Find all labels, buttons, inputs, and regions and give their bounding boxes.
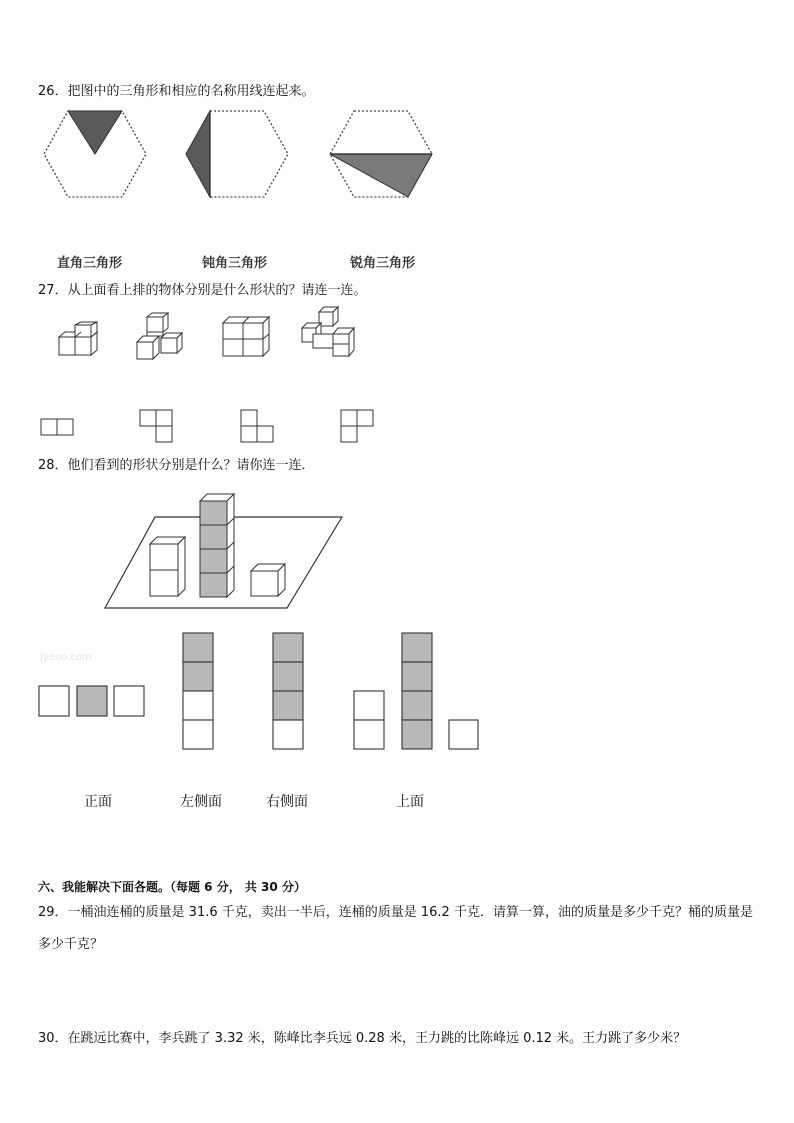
- question-27-text: 27．从上面看上排的物体分别是什么形状的？请连一连。: [38, 283, 367, 298]
- top-view-shape-4: [340, 409, 376, 445]
- hexagon-acute-triangle-figure: [326, 108, 436, 200]
- cube-object-2: [135, 312, 187, 364]
- right-side-view-shape: [272, 632, 306, 752]
- hexagon-obtuse-triangle-figure: [182, 108, 292, 200]
- left-side-view-shape: [182, 632, 216, 752]
- cube-object-3: [220, 314, 270, 360]
- question-29-text: 29．一桶油连桶的质量是 31.6 千克，卖出一半后，连桶的质量是 16.2 千克．请算一算，油的质量是多少千克？桶的质量是多少千克？: [38, 905, 753, 952]
- label-front-view: 正面: [84, 794, 112, 810]
- front-view-shape: [38, 685, 148, 719]
- cube-object-1: [56, 322, 106, 362]
- question-30-text: 30．在跳远比赛中，李兵跳了 3.32 米，陈峰比李兵远 0.28 米，王力跳的比陈峰远 0.12 米。王力跳了多少米？: [38, 1031, 687, 1046]
- watermark: Jyeoo.com: [40, 652, 92, 663]
- section-6-title: 六、我能解决下面各题。（每题 6 分， 共 30 分）: [38, 880, 306, 894]
- label-right-side-view: 右侧面: [266, 794, 308, 810]
- label-acute-triangle: 锐角三角形: [350, 256, 416, 271]
- label-top-view: 上面: [396, 794, 424, 810]
- label-left-side-view: 左侧面: [180, 794, 222, 810]
- top-view-shape-2: [139, 409, 175, 445]
- question-26-text: 26．把图中的三角形和相应的名称用线连起来。: [38, 84, 315, 99]
- top-view-option-shape: [353, 632, 483, 752]
- cube-object-4: [299, 306, 355, 360]
- label-right-triangle: 直角三角形: [57, 256, 123, 271]
- question-28-text: 28．他们看到的形状分别是什么？请你连一连．: [38, 458, 315, 473]
- hexagon-right-triangle-figure: [40, 108, 150, 200]
- top-view-shape-1: [40, 418, 76, 438]
- top-view-shape-3: [240, 409, 276, 445]
- cube-stacks-on-platform: [100, 486, 350, 616]
- label-obtuse-triangle: 钝角三角形: [202, 256, 268, 271]
